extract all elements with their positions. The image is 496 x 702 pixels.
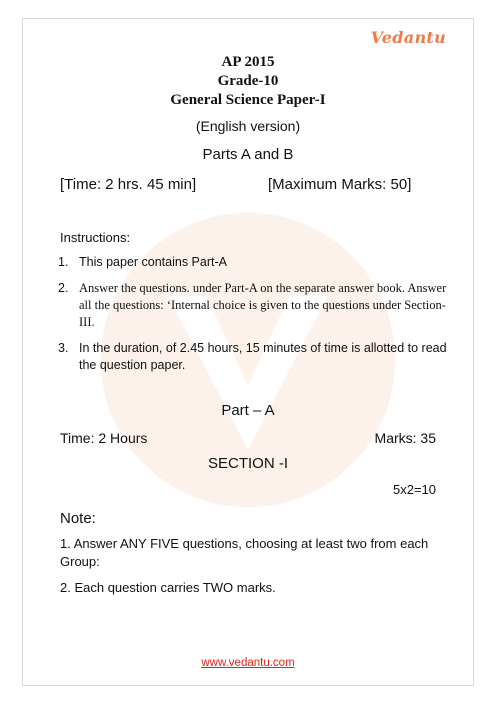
instructions-heading: Instructions: [60,230,131,245]
time-allowed: [Time: 2 hrs. 45 min] [60,176,197,193]
instruction-text: This paper contains Part-A [79,255,227,269]
note-line-2: 2. Each question carries TWO marks. [60,580,276,595]
paper-title: General Science Paper-I [170,92,326,108]
part-marks: Marks: 35 [374,430,436,446]
instructions-list [58,254,448,383]
instruction-item [58,254,448,271]
instruction-text: In the duration, of 2.45 hours, 15 minutes of time is allotted to read the question paper. [79,341,447,372]
instruction-item [58,340,448,374]
marks-scheme: 5x2=10 [392,482,436,497]
part-time: Time: 2 Hours [60,430,148,446]
exam-year: AP 2015 [221,54,275,70]
version-label: (English version) [195,118,301,134]
footer-website-link[interactable]: www.vedantu.com [201,657,295,669]
parts-label: Parts A and B [202,146,294,163]
instruction-item [58,280,448,331]
part-title: Part – A [221,402,275,419]
vedantu-logo: Vedantu [370,28,446,47]
maximum-marks: [Maximum Marks: 50] [268,176,412,193]
note-line-1: 1. Answer ANY FIVE questions, choosing at least two from each Group: [60,536,429,569]
note-heading: Note: [60,510,96,527]
instruction-number: 3. [58,341,69,355]
instruction-number: 2. [58,281,69,295]
instruction-text: Answer the questions. under Part-A on the separate answer book. Answer all the questions: ‘Internal choice is given to the questions under Section-III. [79,281,447,329]
section-title: SECTION -I [207,455,288,472]
instruction-number: 1. [58,255,69,269]
exam-grade: Grade-10 [217,73,279,89]
